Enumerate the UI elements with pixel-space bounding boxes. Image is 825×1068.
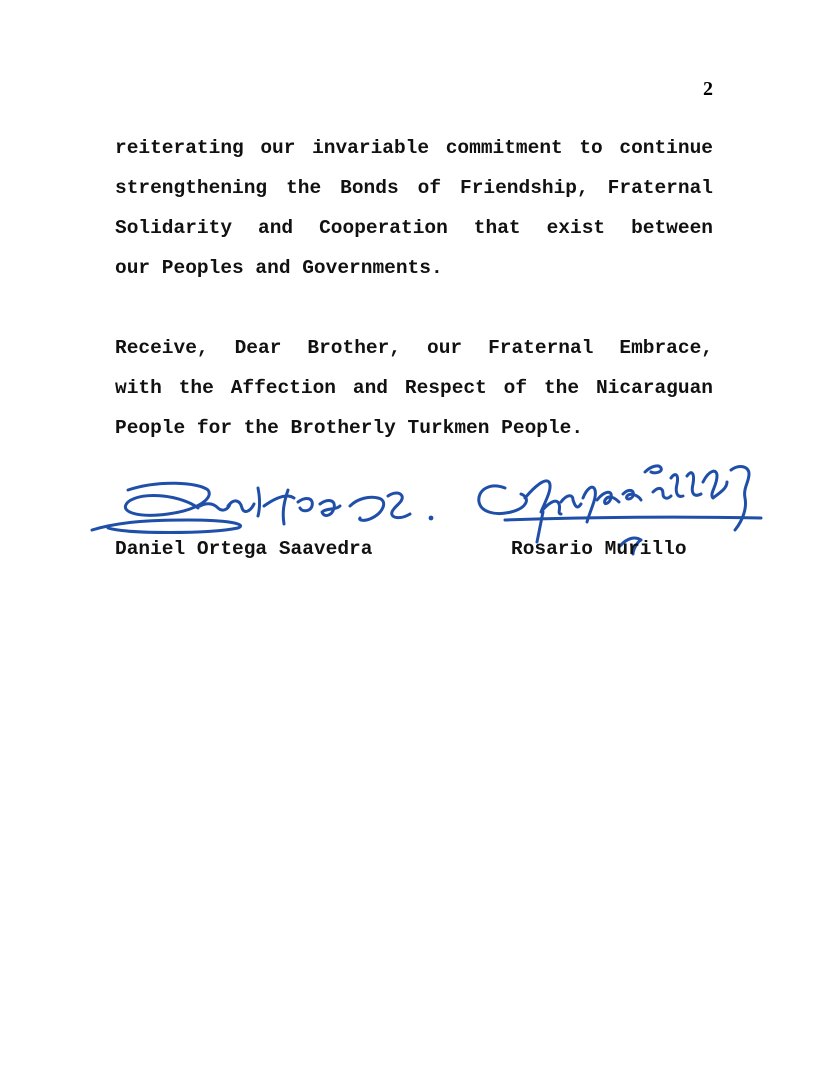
- signature-name-right: Rosario Murillo: [511, 538, 687, 560]
- page-number: 2: [703, 78, 713, 100]
- paragraph-line: with the Affection and Respect of the Nicaraguan: [115, 377, 713, 399]
- paragraph-line: reiterating our invariable commitment to continue: [115, 137, 713, 159]
- signature-name-left: Daniel Ortega Saavedra: [115, 538, 373, 560]
- paragraph-closing: [115, 328, 713, 448]
- paragraph-line: strengthening the Bonds of Friendship, Fraternal: [115, 177, 713, 199]
- paragraph-commitment: [115, 128, 713, 288]
- paragraph-line: People for the Brotherly Turkmen People.: [115, 417, 584, 439]
- paragraph-line: our Peoples and Governments.: [115, 257, 443, 279]
- paragraph-line: Receive, Dear Brother, our Fraternal Embrace,: [115, 337, 713, 359]
- paragraph-line: Solidarity and Cooperation that exist between: [115, 217, 713, 239]
